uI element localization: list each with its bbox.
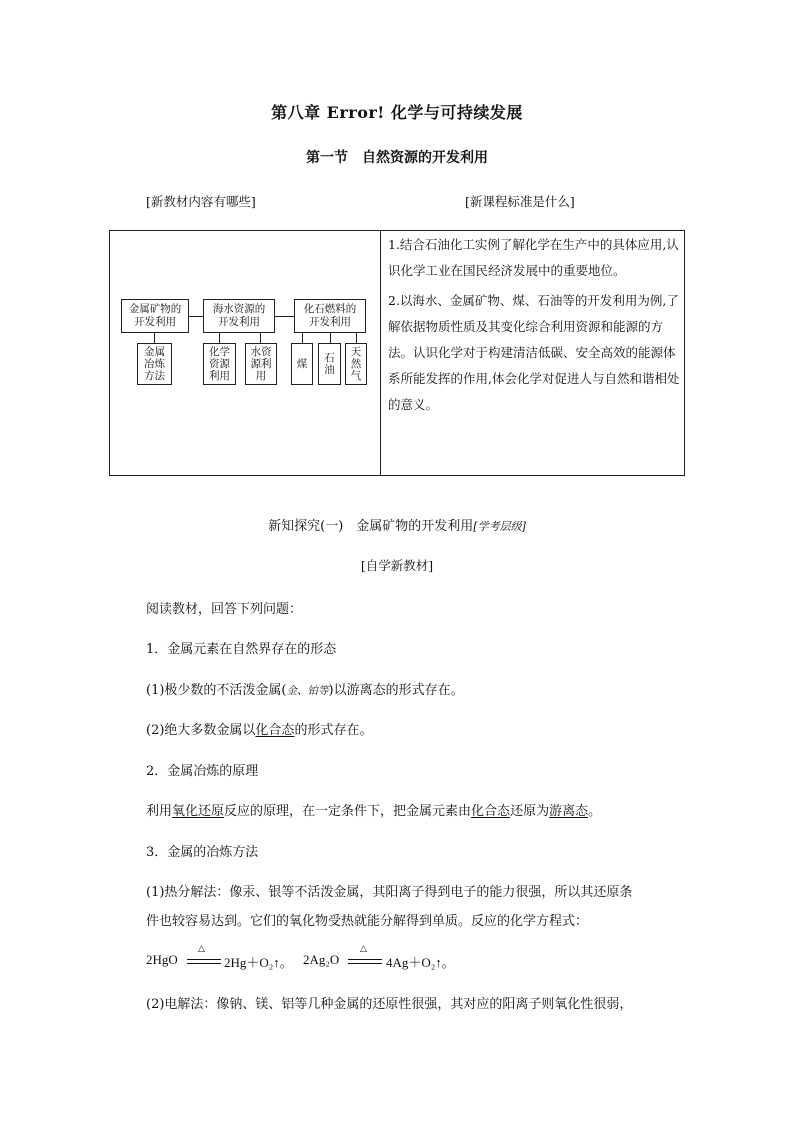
explore-heading-text: 新知探究(一) 金属矿物的开发利用 xyxy=(268,519,474,534)
q3-method-1-line2: 件也较容易达到。它们的氧化物受热就能分解得到单质。反应的化学方程式： xyxy=(146,914,589,929)
heat-condition: △ xyxy=(198,944,205,954)
section-title: 第一节 自然资源的开发利用 xyxy=(306,150,488,166)
table-header-left: [新教材内容有哪些] xyxy=(146,194,256,209)
standard-item-2: 2.以海水、金属矿物、煤、石油等的开发利用为例,了解依据物质性质及其变化综合利用资源和能源的方法。认识化学对于构建清洁低碳、安全高效的能源体系所能发挥的作用,体会化学对促进人与自然和谐相处的意义。 xyxy=(388,293,680,412)
box-text: 水资 xyxy=(250,346,272,358)
text: 。 xyxy=(588,804,602,819)
curriculum-standards xyxy=(388,232,680,418)
eq1-reactant: 2HgO xyxy=(146,952,178,967)
q2-title: 2．金属冶炼的原理 xyxy=(146,764,259,779)
heat-condition: △ xyxy=(360,944,367,954)
box-text: 冶炼 xyxy=(144,358,165,370)
fill-blank: 游离态 xyxy=(549,804,589,819)
standard-item-1: 1.结合石油化工实例了解化学在生产中的具体应用,认识化学工业在国民经济发展中的重要地位。 xyxy=(388,237,679,278)
table-header-right: [新课程标准是什么] xyxy=(465,194,575,209)
fill-blank: 化合态 xyxy=(255,723,295,738)
box-seawater xyxy=(203,299,275,333)
text: 反应的原理，在一定条件下，把金属元素由 xyxy=(224,804,472,819)
reaction-arrow xyxy=(187,959,221,964)
q1-title: 1．金属元素在自然界存在的形态 xyxy=(146,642,337,657)
connector xyxy=(154,333,155,343)
box-title-line1: 化石燃料的 xyxy=(303,303,357,315)
inline-note: 金、铂等 xyxy=(286,685,329,697)
q1-answer-2 xyxy=(146,719,372,738)
box-coal xyxy=(291,343,313,385)
box-chem-resource xyxy=(203,343,236,385)
text: 的形式存在。 xyxy=(294,723,373,738)
q3-method-2-line1: (2)电解法：像钠、镁、铝等几种金属的还原性很强，其对应的阳离子则氧化性很弱， xyxy=(146,997,633,1012)
box-text: 天 xyxy=(350,346,362,358)
text: (1)极少数的不活泼金属( xyxy=(146,683,287,698)
intro-text: 阅读教材，回答下列问题： xyxy=(146,602,303,617)
box-metal-minerals xyxy=(121,299,189,333)
explore-heading xyxy=(0,515,794,534)
box-text: 化学 xyxy=(209,346,230,358)
box-title-line1: 金属矿物的 xyxy=(128,303,182,315)
box-title-line2: 开发利用 xyxy=(218,316,260,328)
box-fossil-fuels xyxy=(294,299,366,333)
q3-method-1-line1: (1)热分解法：像汞、银等不活泼金属，其阳离子得到电子的能力很强，所以其还原条 xyxy=(146,885,633,900)
eq2-reactant: 2Ag₂O xyxy=(303,952,340,967)
fill-blank: 氧化还原 xyxy=(172,804,225,819)
box-text: 利用 xyxy=(209,370,230,382)
box-text: 资源 xyxy=(209,358,230,370)
connector xyxy=(330,333,331,343)
text: (2)绝大多数金属以 xyxy=(146,723,256,738)
box-text: 油 xyxy=(324,364,335,376)
box-title-line2: 开发利用 xyxy=(134,316,176,328)
box-natural-gas xyxy=(345,343,367,385)
eq1-products: 2Hg＋O₂↑。 xyxy=(224,955,293,970)
connector xyxy=(302,333,303,343)
text: 利用 xyxy=(146,804,173,819)
box-text: 然 xyxy=(350,358,362,370)
explore-level-tag: [学考层级] xyxy=(473,520,526,533)
box-text: 金属 xyxy=(144,346,165,358)
reaction-arrow xyxy=(348,959,382,964)
eq2-products: 4Ag＋O₂↑。 xyxy=(386,955,455,970)
box-oil xyxy=(318,343,341,385)
text: )以游离态的形式存在。 xyxy=(328,683,464,698)
self-study-label: [自学新教材] xyxy=(360,558,434,573)
fill-blank: 化合态 xyxy=(471,804,511,819)
box-text: 煤 xyxy=(296,358,308,370)
text: 还原为 xyxy=(510,804,550,819)
box-text: 气 xyxy=(350,370,362,382)
box-water-resource xyxy=(245,343,277,385)
table-divider xyxy=(380,230,381,476)
connector xyxy=(356,333,357,343)
chapter-title: 第八章 Error! 化学与可持续发展 xyxy=(271,103,523,122)
box-text: 源利 xyxy=(250,358,272,370)
box-title-line2: 开发利用 xyxy=(309,316,351,328)
connector xyxy=(260,333,261,343)
q1-answer-1 xyxy=(146,679,464,698)
connector xyxy=(189,316,203,317)
box-text: 石 xyxy=(324,352,335,364)
q2-paragraph xyxy=(146,800,601,819)
box-title-line1: 海水资源的 xyxy=(212,303,266,315)
connector xyxy=(219,333,220,343)
box-text: 用 xyxy=(255,370,267,382)
q3-title: 3．金属的冶炼方法 xyxy=(146,845,259,860)
connector xyxy=(275,316,294,317)
box-smelting-method xyxy=(137,343,172,385)
box-text: 方法 xyxy=(144,370,165,382)
